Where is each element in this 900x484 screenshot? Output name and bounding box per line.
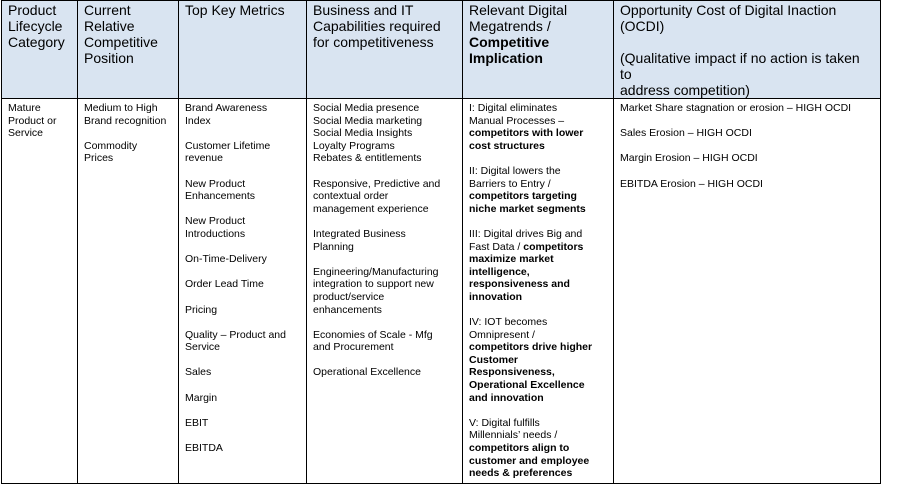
header-megatrends: Relevant Digital Megatrends / Competitive Implication (463, 1, 614, 99)
cell-category: Mature Product or Service (2, 99, 78, 484)
cell-megatrends: I: Digital eliminates Manual Processes – competitors with lower cost structures II: Digital lowers the Barriers to Entry / competitors targeting niche market segments III: Digital drives Big and Fast Data / competitors maximize market intelligence, responsiveness and innovation IV: IOT becomes Omnipresent / competitors drive higher Customer Responsiveness, Operational Excellence and innovation V: Digital fulfills Millennials’ needs / competitors align to customer and employee needs & preferences (463, 99, 614, 484)
header-ocdi: Opportunity Cost of Digital Inaction (OCDI) (Qualitative impact if no action is taken to address competition) (614, 1, 881, 99)
opportunity-cost-table (1, 0, 881, 484)
header-competitive-position: Current Relative Competitive Position (78, 1, 179, 99)
header-capabilities: Business and IT Capabilities required for competitiveness (307, 1, 463, 99)
header-top-key-metrics: Top Key Metrics (179, 1, 307, 99)
cell-capabilities: Social Media presence Social Media marketing Social Media Insights Loyalty Programs Rebates & entitlements Responsive, Predictive and contextual order management experience Integrated Business Planning Engineering/Manufacturing integration to support new product/service enhancements Economies of Scale - Mfg and Procurement Operational Excellence (307, 99, 463, 484)
cell-metrics: Brand Awareness Index Customer Lifetime revenue New Product Enhancements New Product Introductions On-Time-Delivery Order Lead Time Pricing Quality – Product and Service Sales Margin EBIT EBITDA (179, 99, 307, 484)
table-row (2, 99, 881, 484)
cell-position: Medium to High Brand recognition Commodity Prices (78, 99, 179, 484)
cell-ocdi: Market Share stagnation or erosion – HIGH OCDI Sales Erosion – HIGH OCDI Margin Erosion – HIGH OCDI EBITDA Erosion – HIGH OCDI (614, 99, 881, 484)
header-row (2, 1, 881, 99)
header-product-lifecycle-category: Product Lifecycle Category (2, 1, 78, 99)
